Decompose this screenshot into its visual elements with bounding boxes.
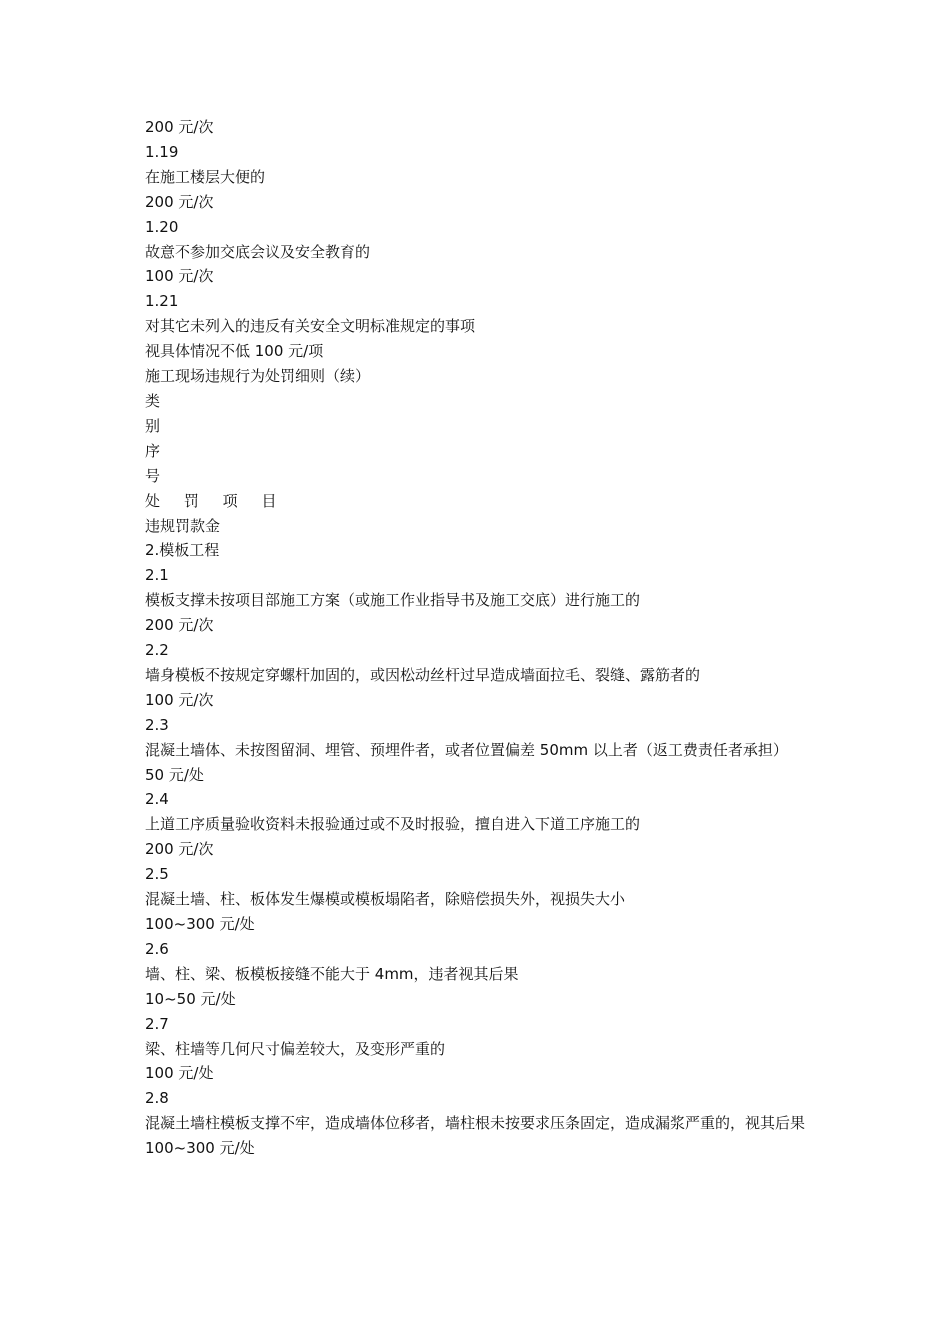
item-number: 2.7 (145, 1014, 169, 1033)
header-category-char: 类 (145, 391, 161, 410)
item-number: 2.1 (145, 566, 169, 585)
item-number: 2.2 (145, 641, 169, 660)
penalty-amount: 100 元/次 (145, 690, 214, 709)
penalty-amount: 100~300 元/处 (145, 915, 255, 933)
header-penalty-item: 处 罚 项 目 (145, 491, 277, 510)
item-description: 对其它未列入的违反有关安全文明标准规定的事项 (145, 317, 476, 336)
section-heading: 2.模板工程 (145, 541, 220, 560)
penalty-amount: 200 元/次 (145, 118, 214, 136)
header-fine-amount: 违规罚款金 (145, 516, 221, 535)
item-number: 2.5 (145, 865, 169, 884)
penalty-amount: 50 元/处 (145, 765, 204, 784)
penalty-amount: 10~50 元/处 (145, 989, 236, 1008)
header-number-char: 序 (145, 441, 161, 460)
item-number: 2.8 (145, 1089, 169, 1108)
penalty-amount: 100~300 元/处 (145, 1139, 255, 1158)
header-category-char: 别 (145, 416, 161, 435)
item-number: 2.3 (145, 715, 169, 734)
item-description: 上道工序质量验收资料未报验通过或不及时报验，擅自进入下道工序施工的 (145, 815, 641, 834)
header-number-char: 号 (145, 466, 161, 485)
item-description: 墙身模板不按规定穿螺杆加固的，或因松动丝杆过早造成墙面拉毛、裂缝、露筋者的 (145, 665, 701, 684)
penalty-amount: 200 元/次 (145, 192, 214, 211)
item-number: 1.19 (145, 142, 179, 161)
item-description: 混凝土墙体、未按图留洞、埋管、预埋件者，或者位置偏差 50mm 以上者（返工费责任者承担） (145, 740, 788, 759)
item-description: 混凝土墙、柱、板体发生爆模或模板塌陷者，除赔偿损失外，视损失大小 (145, 890, 626, 909)
item-description: 故意不参加交底会议及安全教育的 (145, 242, 371, 261)
document-body (145, 115, 810, 1161)
penalty-amount: 200 元/次 (145, 616, 214, 635)
penalty-amount: 视具体情况不低 100 元/项 (145, 342, 324, 361)
table-title: 施工现场违规行为处罚细则（续） (145, 367, 371, 386)
item-description: 在施工楼层大便的 (145, 167, 266, 186)
item-description: 梁、柱墙等几何尺寸偏差较大，及变形严重的 (145, 1039, 446, 1058)
item-number: 1.21 (145, 292, 179, 311)
item-description: 混凝土墙柱模板支撑不牢，造成墙体位移者，墙柱根未按要求压条固定，造成漏浆严重的，视其后果 (145, 1114, 806, 1133)
item-description: 墙、柱、梁、板模板接缝不能大于 4mm，违者视其后果 (145, 964, 519, 983)
penalty-amount: 100 元/处 (145, 1064, 214, 1083)
item-description: 模板支撑未按项目部施工方案（或施工作业指导书及施工交底）进行施工的 (145, 591, 641, 610)
item-number: 1.20 (145, 217, 179, 236)
item-number: 2.6 (145, 939, 169, 958)
penalty-amount: 100 元/次 (145, 267, 214, 286)
penalty-amount: 200 元/次 (145, 840, 214, 859)
item-number: 2.4 (145, 790, 169, 809)
